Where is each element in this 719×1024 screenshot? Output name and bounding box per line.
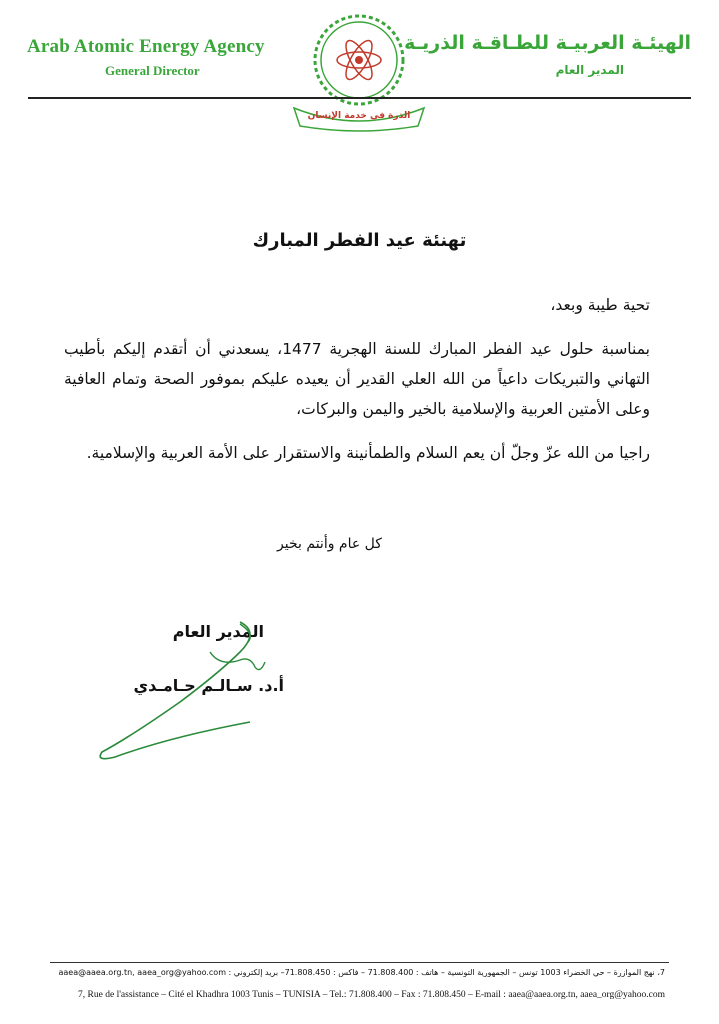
role-en: General Director (105, 63, 200, 78)
signatory-role: المدير العام (172, 622, 264, 641)
paragraph: راجيا من الله عزّ وجلّ أن يعم السلام والطمأنينة والاستقرار على الأمة العربية والإسلامية. (86, 444, 650, 462)
footer-address-ar: 7، نهج الموازرة – حي الخضراء 1003 تونس – الجمهورية التونسية – هاتف : 71.808.400 – فاكس : 71.808.450– بريد إلكتروني : aaea@aaea.org.tn, aaea_org@yahoo.com (58, 968, 665, 977)
header-divider (28, 97, 691, 99)
signatory-name: أ.د. سـالـم حـامـدي (133, 676, 284, 695)
agency-emblem (311, 12, 407, 108)
motto-text: الذرة في خدمة الإنسان (307, 111, 411, 121)
org-name-ar: الهيئـة العربيـة للطـاقـة الذريـة (404, 32, 691, 54)
closing-line: كل عام وأنتم بخير (277, 536, 382, 552)
letter-title: تهنئة عيد الفطر المبارك (252, 230, 467, 251)
paragraph: بمناسبة حلول عيد الفطر المبارك للسنة الهجرية 1477، يسعدني أن أتقدم إليكم بأطيب التهاني والتبريكات داعياً من الله العلي القدير أن يعيده عليكم بموفور الصحة وتمام العافية وعلى الأمتين العربية والإسلامية بالخير واليمن والبركات، (64, 340, 650, 418)
footer-address-fr: 7, Rue de l'assistance – Cité el Khadhra 1003 Tunis – TUNISIA – Tel.: 71.808.400 – Fax : 71.808.450 – E-mail : aaea@aaea.org.tn, aaea_org@yahoo.com (78, 990, 665, 1000)
greeting: تحية طيبة وبعد، (550, 296, 650, 314)
letter-body (64, 290, 650, 482)
footer-divider (50, 962, 669, 963)
org-name-en: Arab Atomic Energy Agency (27, 36, 265, 57)
handwritten-signature (90, 612, 280, 770)
role-ar: المدير العام (555, 63, 624, 77)
